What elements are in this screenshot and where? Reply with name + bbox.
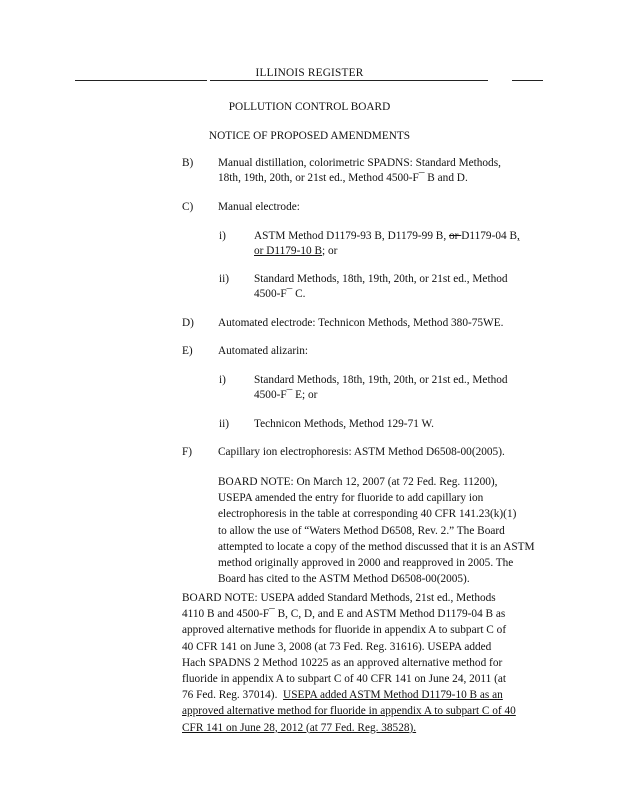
c-i-comma: ,	[517, 230, 520, 242]
item-c-ii-line1: Standard Methods, 18th, 19th, 20th, or 21st ed., Method	[254, 273, 508, 285]
item-d-label: D)	[182, 317, 194, 329]
item-e-text: Automated alizarin:	[218, 345, 309, 357]
board-note-1-line: Board has cited to the ASTM Method D6508-00(2005).	[218, 573, 470, 586]
board-note-1-line: attempted to locate a copy of the method discussed that it is an ASTM	[218, 540, 535, 553]
item-c-i-line1	[254, 230, 520, 242]
c-i-struck-or: or	[448, 230, 462, 242]
board-note-2-line: approved alternative methods for fluoride in appendix A to subpart C of	[182, 624, 507, 637]
register-title: ILLINOIS REGISTER	[255, 67, 364, 79]
item-e-label: E)	[182, 345, 193, 357]
board-note-1-line: USEPA amended the entry for fluoride to add capillary ion	[218, 492, 484, 505]
board-note-2-line: fluoride in appendix A to subpart C of 40 CFR 141 on June 24, 2011 (at	[182, 673, 507, 686]
board-note-2-line: Hach SPADNS 2 Method 10225 as an approved alternative method for	[182, 656, 503, 669]
item-c-text: Manual electrode:	[218, 201, 300, 213]
board-note-2-line7-start: 76 Fed. Reg. 37014).	[182, 689, 278, 702]
item-b-line1: Manual distillation, colorimetric SPADNS: Standard Methods,	[218, 157, 501, 169]
notice-title: NOTICE OF PROPOSED AMENDMENTS	[208, 130, 411, 142]
item-e-ii-label: ii)	[219, 418, 230, 430]
board-note-2-line: 4110 B and 4500-F¯ B, C, D, and E and ASTM Method D1179-04 B as	[182, 608, 506, 621]
board-note-2	[182, 590, 554, 736]
board-note-2-line8-added: approved alternative method for fluoride in appendix A to subpart C of 40	[182, 705, 516, 718]
header-rule-right	[512, 80, 543, 81]
board-note-1	[218, 474, 548, 587]
item-b-line2: 18th, 19th, 20th, or 21st ed., Method 4500-F¯ B and D.	[218, 172, 468, 184]
c-i-text-b: D1179-04 B	[461, 230, 517, 242]
board-note-1-line: to allow the use of “Waters Method D6508, Rev. 2.” The Board	[218, 524, 505, 537]
item-e-ii-text: Technicon Methods, Method 129-71 W.	[254, 418, 434, 430]
board-note-2-line	[182, 687, 554, 703]
item-c-i-line2	[254, 245, 337, 257]
c-i-or: ; or	[322, 245, 338, 257]
item-c-label: C)	[182, 201, 194, 213]
item-e-i-line1: Standard Methods, 18th, 19th, 20th, or 21st ed., Method	[254, 374, 508, 386]
item-d-text: Automated electrode: Technicon Methods, Method 380-75WE.	[218, 317, 504, 329]
board-note-1-line: electrophoresis in the table at corresponding 40 CFR 141.23(k)(1)	[218, 508, 517, 521]
header-rule-mid	[210, 80, 488, 81]
board-note-1-line: method originally approved in 2000 and reapproved in 2005. The	[218, 557, 514, 570]
board-note-1-line: BOARD NOTE: On March 12, 2007 (at 72 Fed. Reg. 11200),	[218, 476, 498, 488]
board-title: POLLUTION CONTROL BOARD	[228, 101, 391, 113]
item-c-i-label: i)	[219, 230, 226, 242]
board-note-2-line: BOARD NOTE: USEPA added Standard Methods, 21st ed., Methods	[182, 592, 496, 604]
c-i-new-method: or D1179-10 B	[254, 245, 322, 257]
item-f-label: F)	[182, 446, 193, 458]
item-c-ii-line2: 4500-F¯ C.	[254, 288, 306, 300]
board-note-2-line7-added: USEPA added ASTM Method D1179-10 B as an	[283, 689, 503, 702]
item-f-text: Capillary ion electrophoresis: ASTM Method D6508-00(2005).	[218, 446, 505, 458]
item-c-ii-label: ii)	[219, 273, 230, 285]
board-note-2-line: 40 CFR 141 on June 3, 2008 (at 73 Fed. Reg. 31616). USEPA added	[182, 640, 492, 653]
board-note-2-line9-added: CFR 141 on June 28, 2012 (at 77 Fed. Reg. 38528).	[182, 721, 417, 734]
item-b-label: B)	[182, 157, 194, 169]
item-e-i-line2: 4500-F¯ E; or	[254, 389, 318, 401]
header-rule-left	[75, 80, 207, 81]
item-e-i-label: i)	[219, 374, 226, 386]
c-i-text-a: ASTM Method D1179-93 B, D1179-99 B,	[254, 230, 449, 242]
